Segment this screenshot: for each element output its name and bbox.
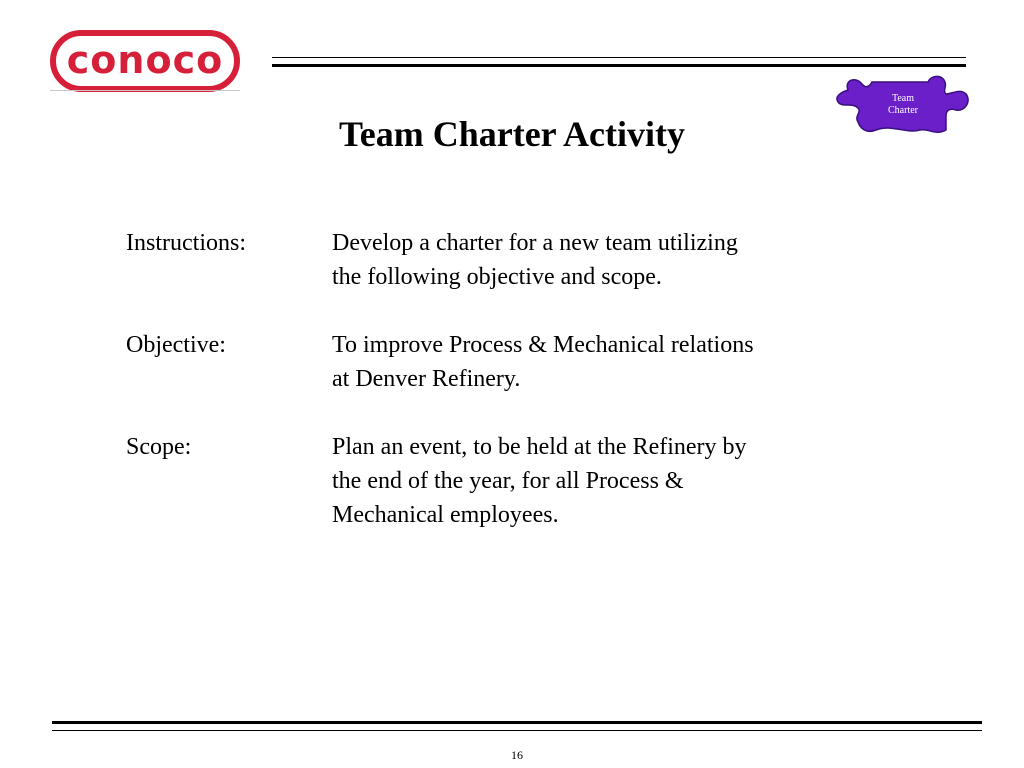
logo-wordmark: conoco	[66, 38, 224, 82]
entry-line: Develop a charter for a new team utilizing	[332, 230, 738, 256]
entry-scope	[126, 430, 866, 532]
entry-objective	[126, 328, 866, 396]
entry-label: Objective:	[126, 332, 226, 358]
header-rule	[272, 57, 966, 67]
page-number: 16	[511, 748, 523, 762]
entry-line: the following objective and scope.	[332, 264, 662, 290]
puzzle-label-line1: Team	[891, 93, 915, 104]
entry-line: the end of the year, for all Process &	[332, 468, 684, 494]
charter-details	[126, 226, 866, 566]
entry-line: Mechanical employees.	[332, 502, 559, 528]
entry-text	[332, 226, 842, 294]
logo-divider	[50, 90, 240, 91]
entry-label: Scope:	[126, 434, 192, 460]
entry-line: Plan an event, to be held at the Refinery by	[332, 434, 747, 460]
entry-text	[332, 328, 842, 396]
footer-rule	[52, 721, 982, 731]
page-title: Team Charter Activity	[339, 114, 685, 154]
entry-label: Instructions:	[126, 230, 246, 256]
entry-line: at Denver Refinery.	[332, 366, 521, 392]
entry-text	[332, 430, 842, 532]
conoco-logo	[50, 30, 240, 92]
entry-line: To improve Process & Mechanical relations	[332, 332, 754, 358]
entry-instructions	[126, 226, 866, 294]
puzzle-label-line2: Charter	[888, 105, 918, 116]
